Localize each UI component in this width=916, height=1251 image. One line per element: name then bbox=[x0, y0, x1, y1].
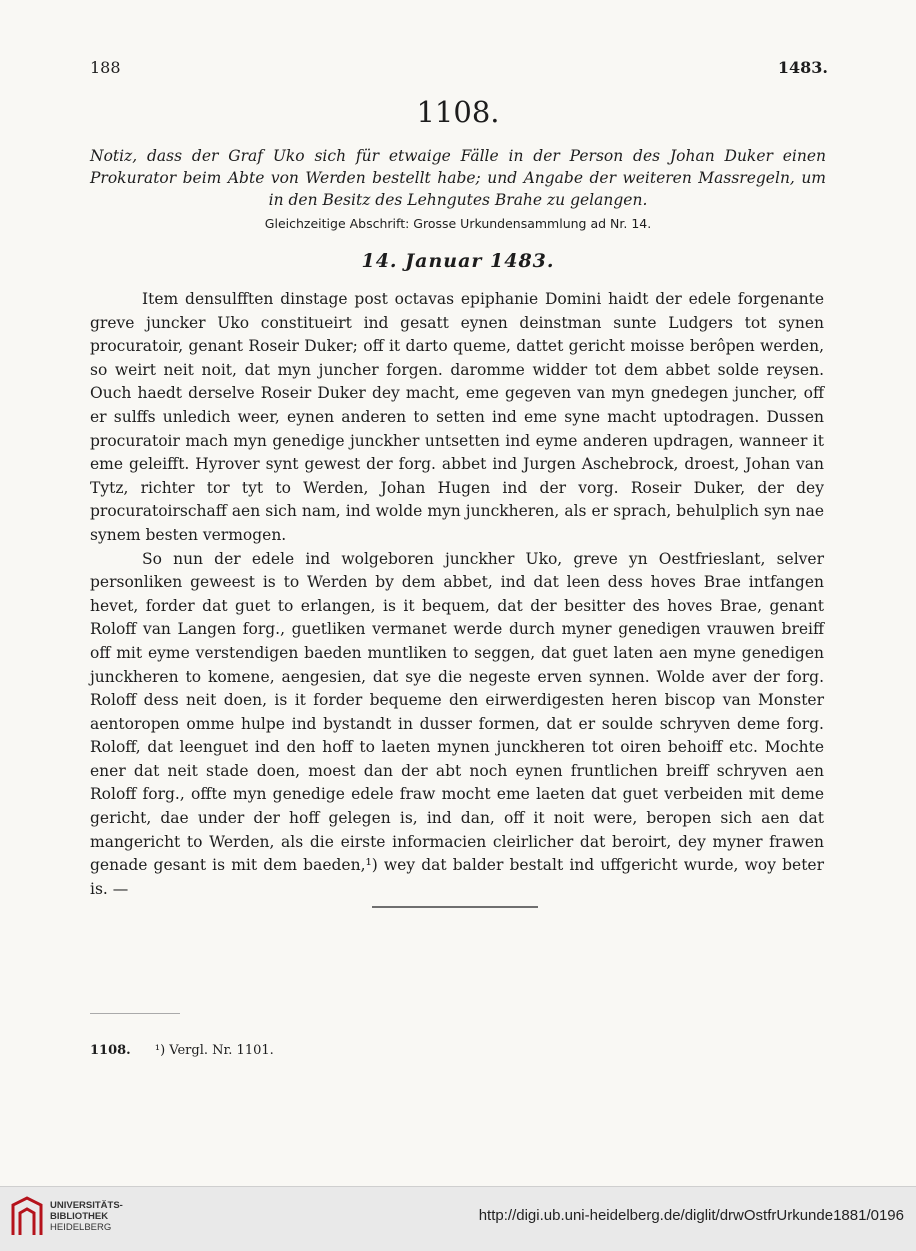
library-name-line2: BIBLIOTHEK bbox=[50, 1211, 109, 1222]
document-body bbox=[90, 288, 824, 901]
permalink-url[interactable]: http://digi.ub.uni-heidelberg.de/diglit/drwOstfrUrkunde1881/0196 bbox=[478, 1207, 904, 1224]
library-name bbox=[50, 1200, 123, 1233]
footnote bbox=[90, 1043, 274, 1058]
document-source: Gleichzeitige Abschrift: Grosse Urkundensammlung ad Nr. 14. bbox=[264, 216, 652, 231]
document-summary: Notiz, dass der Graf Uko sich für etwaige Fälle in der Person des Johan Duker einen Prokurator beim Abte von Werden bestellt habe; und Angabe der weiteren Massregeln, um in den Besitz des Lehngutes Brahe zu gelangen. bbox=[90, 147, 826, 209]
document-number: 1108. bbox=[416, 95, 500, 129]
body-paragraph: Item densulfften dinstage post octavas epiphanie Domini haidt der edele forgenante greve juncker Uko constitueirt ind gesatt eynen deinstman sunte Ludgers tot synen procuratoir, genant Roseir Duker; off it darto queme, dattet gericht moisse berôpen werden, so weirt neit noit, dat myn juncher forgen. daromme widder tot dem abbet solde reysen. Ouch haedt derselve Roseir Duker dey macht, eme gegeven van myn gnedegen juncher, off er sulffs unledich weer, eynen anderen to setten ind eme syne macht uptodragen. Dussen procuratoir mach myn genedige junckher untsetten ind eyme anderen updragen, wanneer it eme geleifft. Hyrover synt gewest der forg. abbet ind Jurgen Aschebrock, droest, Johan van Tytz, richter tor tyt to Werden, Johan Hugen ind der vorg. Roseir Duker, der dey procuratoirschaff aen sich nam, ind wolde myn junckheren, als er sprach, behulplich syn nae synem besten vermogen. bbox=[90, 290, 824, 544]
section-divider bbox=[372, 906, 538, 908]
library-name-line1: UNIVERSITÄTS- bbox=[50, 1200, 123, 1211]
body-paragraph: So nun der edele ind wolgeboren junckher Uko, greve yn Oestfrieslant, selver personliken geweest is to Werden by dem abbet, ind dat leen dess hoves Brae intfangen hevet, forder dat guet to erlangen, is it bequem, dat der besitter des hoves Brae, genant Roloff van Langen forg., guetliken vermanet werde durch myner genedigen vrauwen breiff off mit eyme verstendigen baeden muntliken to seggen, dat guet laten aen myne genedigen junckheren to komene, aengesien, dat sye die negeste erven synnen. Wolde aver der forg. Roloff dess neit doen, is it forder bequeme den eirwerdigesten heren biscop van Monster aentoropen omme hulpe ind bystandt in dusser formen, dat er soulde schryven deme forg. Roloff, dat leenguet ind den hoff to laeten mynen junckheren tot oiren behoiff etc. Mochte ener dat neit stade doen, moest dan der abt noch eynen fruntlichen breiff schryven aen Roloff forg., offte myn genedige edele fraw mocht eme laeten dat guet verbeiden mit deme gericht, dae under der hoff gelegen is, ind dan, off it noit were, beropen sich aen dat mangericht to Werden, als die eirste informacien cleirlicher dat beroirt, dey myner frawen genade gesant is mit dem baeden,¹) wey dat balder bestalt ind uffgericht wurde, woy beter is. — bbox=[90, 549, 824, 898]
library-logo-icon bbox=[10, 1195, 44, 1239]
footnote-number: 1108. bbox=[90, 1043, 131, 1058]
library-footer bbox=[0, 1186, 916, 1251]
document-date: 14. Januar 1483. bbox=[361, 250, 555, 272]
footnote-text: ¹) Vergl. Nr. 1101. bbox=[154, 1043, 274, 1058]
footnote-divider bbox=[90, 1013, 180, 1014]
library-name-line3: HEIDELBERG bbox=[50, 1222, 112, 1233]
page-year: 1483. bbox=[777, 58, 828, 77]
page-number: 188 bbox=[90, 58, 121, 77]
